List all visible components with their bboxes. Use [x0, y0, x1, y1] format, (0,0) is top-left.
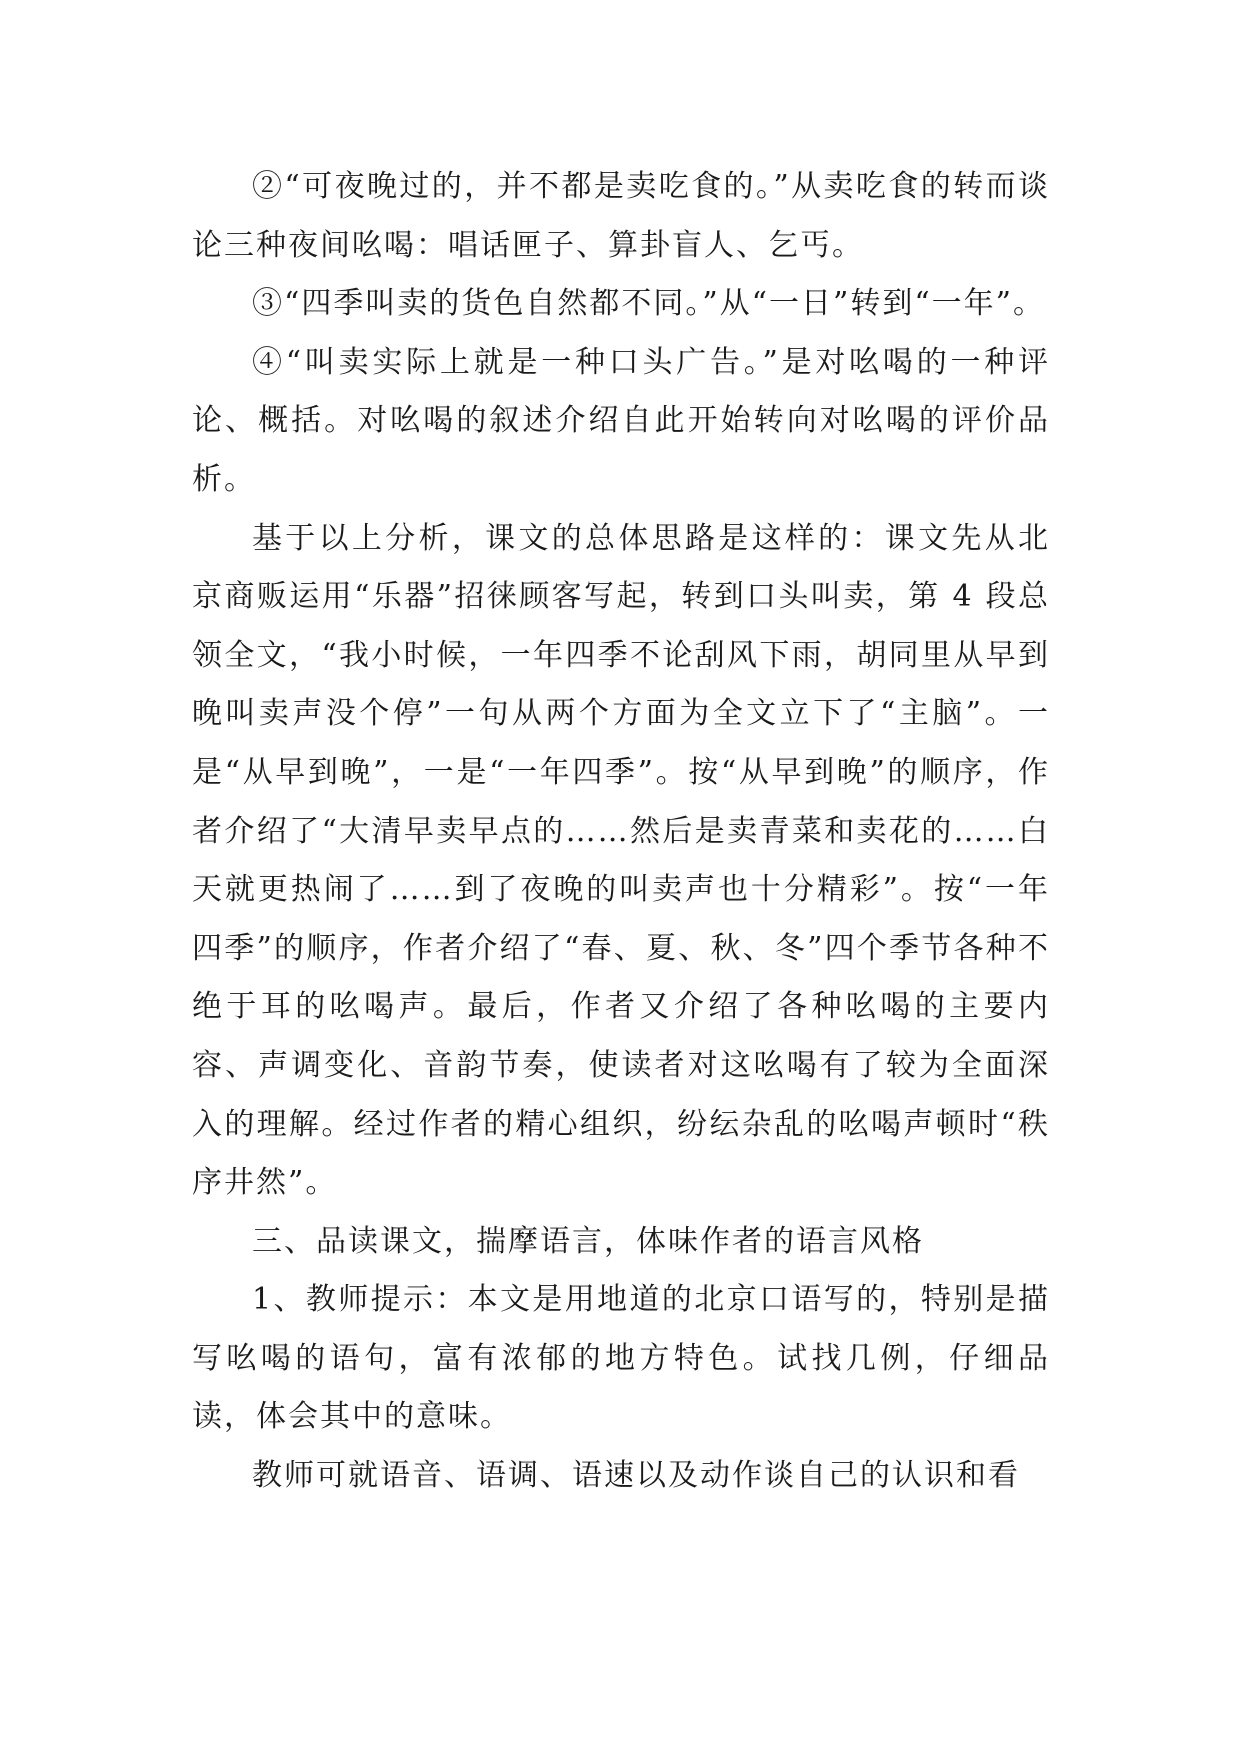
paragraph-5: 1、教师提示：本文是用地道的北京口语写的，特别是描写吆喝的语句，富有浓郁的地方特色。试找几例，仔细品读，体会其中的意味。 — [192, 1282, 1050, 1435]
paragraph-1: ②“可夜晚过的，并不都是卖吃食的。”从卖吃食的转而谈论三种夜间吆喝：唱话匣子、算卦盲人、乞丐。 — [192, 169, 1050, 263]
document-body — [192, 158, 1050, 1506]
paragraph-6: 教师可就语音、语调、语速以及动作谈自己的认识和看 — [252, 1458, 1020, 1494]
paragraph-3: ④“叫卖实际上就是一种口头广告。”是对吆喝的一种评论、概括。对吆喝的叙述介绍自此开始转向对吆喝的评价品析。 — [192, 344, 1050, 497]
paragraph-2: ③“四季叫卖的货色自然都不同。”从“一日”转到“一年”。 — [252, 286, 1046, 322]
paragraph-4: 基于以上分析，课文的总体思路是这样的：课文先从北京商贩运用“乐器”招徕顾客写起，转到口头叫卖，第 4 段总领全文，“我小时候，一年四季不论刮风下雨，胡同里从早到晚叫卖声没个停”一句从两个方面为全文立下了“主脑”。一是“从早到晚”，一是“一年四季”。按“从早到晚”的顺序，作者介绍了“大清早卖早点的……然后是卖青菜和卖花的……白天就更热闹了……到了夜晚的叫卖声也十分精彩”。按“一年四季”的顺序，作者介绍了“春、夏、秋、冬”四个季节各种不绝于耳的吆喝声。最后，作者又介绍了各种吆喝的主要内容、声调变化、音韵节奏，使读者对这吆喝有了较为全面深入的理解。经过作者的精心组织，纷纭杂乱的吆喝声顿时“秩序井然”。 — [192, 520, 1050, 1201]
section-heading: 三、品读课文，揣摩语言，体味作者的语言风格 — [252, 1223, 924, 1259]
